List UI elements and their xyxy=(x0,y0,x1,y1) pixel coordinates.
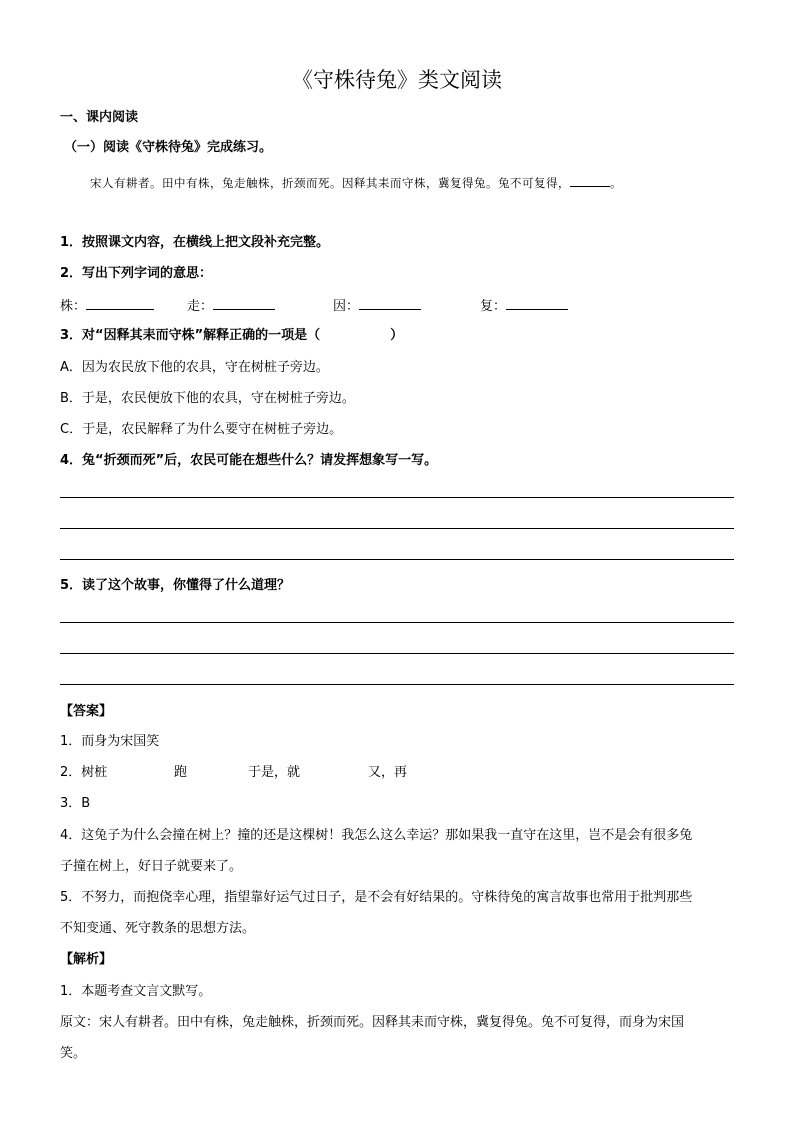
answer-blank[interactable] xyxy=(213,295,275,310)
answer-blank[interactable] xyxy=(359,295,421,310)
writing-line[interactable] xyxy=(60,497,734,498)
subsection-heading: （一）阅读《守株待兔》完成练习。 xyxy=(64,140,273,155)
option-c: C．于是，农民解释了为什么要守在树桩子旁边。 xyxy=(60,422,343,437)
question-4: 4．兔“折颈而死”后，农民可能在想些什么？请发挥想象写一写。 xyxy=(60,453,438,468)
question-2-items xyxy=(60,295,740,315)
option-a: A．因为农民放下他的农具，守在树桩子旁边。 xyxy=(60,360,329,375)
answer-5-line-2: 不知变通、死守教条的思想方法。 xyxy=(60,921,256,936)
passage-blank[interactable] xyxy=(570,172,610,187)
writing-line[interactable] xyxy=(60,559,734,560)
q2-item: 株： xyxy=(60,295,154,317)
question-2: 2．写出下列字词的意思： xyxy=(60,266,213,281)
analysis-original-line-1: 原文：宋人有耕者。田中有株，兔走触株，折颈而死。因释其耒而守株，冀复得兔。兔不可复得，而身为宋国 xyxy=(60,1015,685,1030)
writing-line[interactable] xyxy=(60,653,734,654)
q2-item: 因： xyxy=(333,295,421,317)
answer-5-line-1: 5．不努力，而抱侥幸心理，指望靠好运气过日子，是不会有好结果的。守株待兔的寓言故事也常用于批判那些 xyxy=(60,890,693,905)
answer-header: 【答案】 xyxy=(60,704,113,719)
analysis-1: 1．本题考查文言文默写。 xyxy=(60,984,212,999)
writing-line[interactable] xyxy=(60,528,734,529)
passage-body: 宋人有耕者。田中有株，兔走触株，折颈而死。因释其耒而守株，冀复得兔。兔不可复得， xyxy=(90,176,570,190)
question-3: 3．对“因释其耒而守株”解释正确的一项是（ ） xyxy=(60,328,404,343)
analysis-header: 【解析】 xyxy=(60,952,113,967)
q2-item: 走： xyxy=(187,295,275,317)
section-heading: 一、课内阅读 xyxy=(60,110,139,125)
q2-item: 复： xyxy=(480,295,568,317)
option-b: B．于是，农民便放下他的农具，守在树桩子旁边。 xyxy=(60,391,355,406)
answer-2: 2．树桩 跑 于是，就 又，再 xyxy=(60,765,408,780)
analysis-original-line-2: 笑。 xyxy=(60,1046,87,1061)
answer-blank[interactable] xyxy=(506,295,568,310)
writing-line[interactable] xyxy=(60,622,734,623)
answer-1: 1．而身为宋国笑 xyxy=(60,734,160,749)
passage-text xyxy=(90,172,622,193)
passage-end: 。 xyxy=(610,176,622,190)
answer-3: 3．B xyxy=(60,796,91,811)
question-5: 5．读了这个故事，你懂得了什么道理？ xyxy=(60,578,291,593)
page-title: 《守株待兔》类文阅读 xyxy=(292,68,502,92)
writing-line[interactable] xyxy=(60,684,734,685)
answer-blank[interactable] xyxy=(86,295,154,310)
question-1: 1．按照课文内容，在横线上把文段补充完整。 xyxy=(60,235,330,250)
answer-4-line-1: 4．这兔子为什么会撞在树上？撞的还是这棵树！我怎么这么幸运？那如果我一直守在这里，岂不是会有很多兔 xyxy=(60,828,693,843)
answer-4-line-2: 子撞在树上，好日子就要来了。 xyxy=(60,859,243,874)
